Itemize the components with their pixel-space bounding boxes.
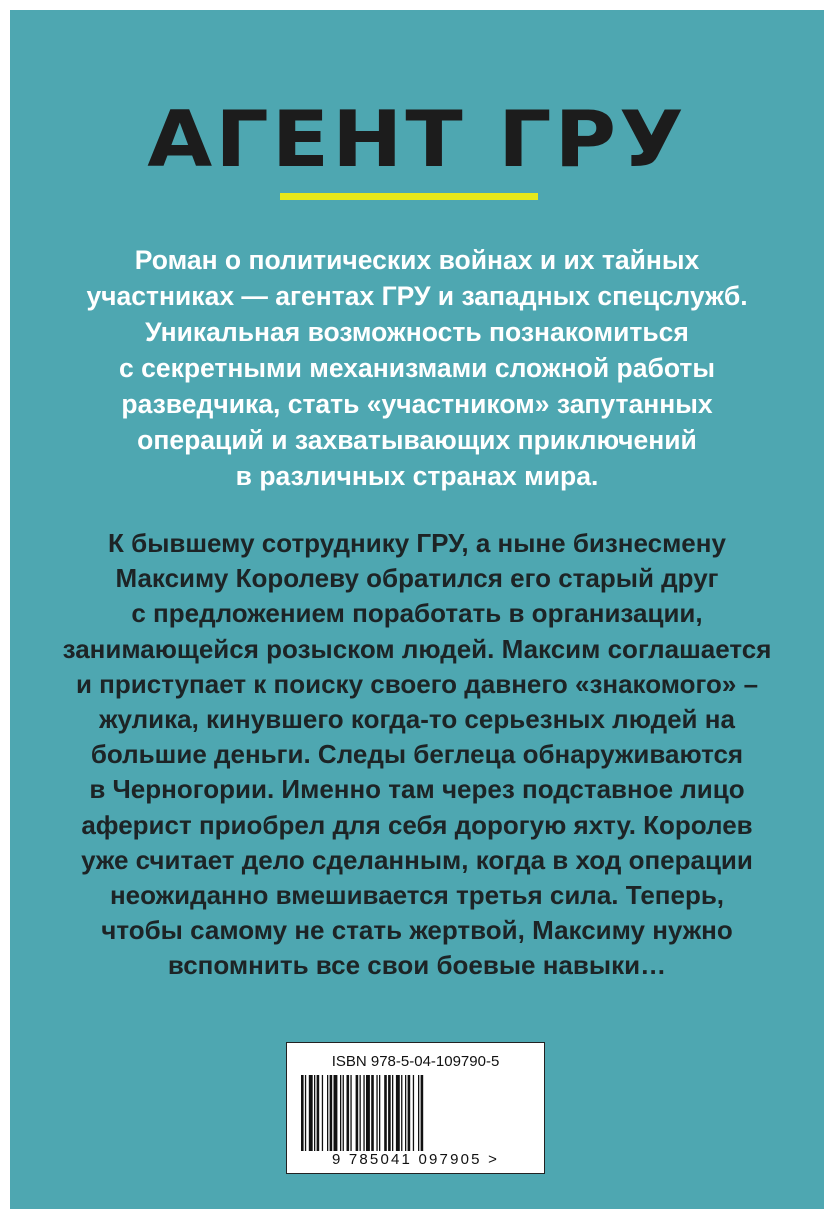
accent-divider <box>280 193 538 200</box>
blurb-paragraph: Роман о политических войнах и их тайных участниках — агентах ГРУ и западных спецслужб. Уникальная возможность познакомиться с секретными механизмами сложной работы разведчика, стать «участником» запутанных операций и захватывающих приключений в различных странах мира. <box>86 245 748 491</box>
book-back-cover <box>10 10 824 1209</box>
barcode-digits: 9 785041 097905 > <box>331 1151 500 1168</box>
isbn-label: ISBN 978-5-04-109790-5 <box>331 1053 500 1070</box>
book-title: АГЕНТ ГРУ <box>147 94 687 185</box>
barcode-panel <box>286 1042 545 1174</box>
barcode-icon <box>301 1075 530 1151</box>
synopsis-paragraph: К бывшему сотруднику ГРУ, а ныне бизнесмену Максиму Королеву обратился его старый друг с предложением поработать в организации, занимающейся розыском людей. Максим соглашается и приступает к поиску своего давнего «знакомого» – жулика, кинувшего когда-то серьезных людей на большие деньги. Следы беглеца обнаруживаются в Черногории. Именно там через подставное лицо аферист приобрел для себя дорогую яхту. Королев уже считает дело сделанным, когда в ход операции неожиданно вмешивается третья сила. Теперь, чтобы самому не стать жертвой, Максиму нужно вспомнить все свои боевые навыки… <box>62 528 772 981</box>
